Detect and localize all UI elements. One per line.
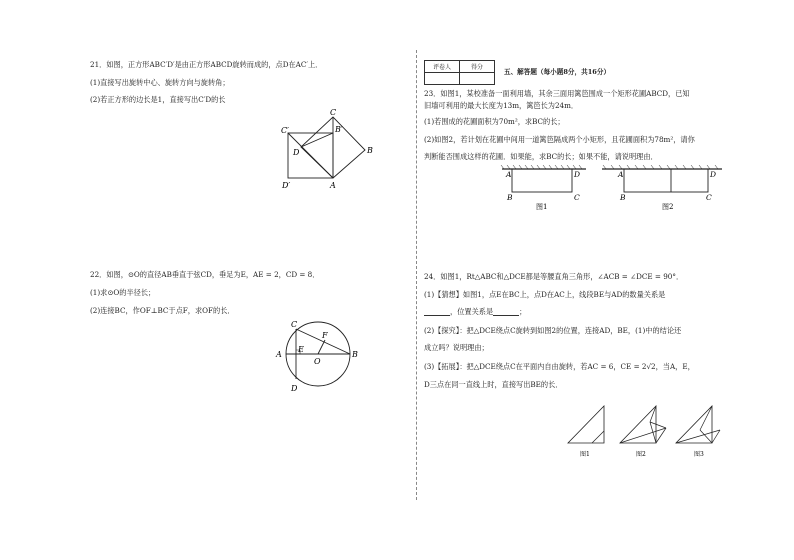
label-D: D [710,170,717,179]
q24-line2-cont [424,307,526,316]
fig1-caption: 图1 [580,451,590,458]
q24-line6: D三点在同一直线上时，直接写出BE的长． [424,380,563,389]
answer-blank-1[interactable] [424,308,450,316]
q24-figures [560,398,726,462]
label-D: D [291,384,298,393]
q24-line5: (3)【拓展】：把△DCE绕点C在平面内自由旋转，若AC = 6，CE = 2√2，当A，E， [424,362,695,371]
fig2-caption: 图2 [662,203,674,211]
label-A: A [330,181,336,190]
q22-line3: (2)连接BC，作OF⊥BC于点F，求OF的长． [90,306,235,315]
q21-line3: (2)若正方形的边长是1，直接写出C′D的长 [90,95,226,104]
column-divider [416,50,418,500]
fig1-caption: 图1 [536,203,548,211]
q23-line5: 判断能否围成这样的花圃．如果能，求BC的长；如果不能，请说明理由． [424,152,658,161]
label-C: C [706,193,712,202]
q23-line3: (1)若围成的花圃面积为70m²，求BC的长； [424,117,565,126]
label-C: C [574,193,580,202]
q23-line2: 旧墙可利用的最大长度为13m，篱笆长为24m． [424,101,579,110]
label-A: A [276,350,282,359]
q24-line2c: ； [519,307,527,316]
answer-blank-2[interactable] [493,308,519,316]
q23-line4: (2)如图2，若计划在花圃中间用一道篱笆隔成两个小矩形，且花圃面积为78m²，请你 [424,135,695,144]
label-B: B [352,350,358,359]
q23-figure-2 [598,162,726,212]
q21-square-figure [270,105,380,195]
label-B: B [507,193,513,202]
q24-line4: 成立吗？说明理由； [424,343,489,352]
label-B: B [620,193,626,202]
q24-line3: (2)【探究】：把△DCE绕点C旋转到如图2的位置，连接AD，BE，(1)中的结论还 [424,326,682,335]
label-D: D [574,170,581,179]
label-C: C [330,108,337,117]
label-A: A [618,170,624,179]
q22-line1: 22．如图，⊙O的直径AB垂直于弦CD，垂足为E，AE = 2，CD = 8． [90,270,320,279]
fig3-caption: 图3 [694,451,704,458]
score-table-grader: 评卷人 [425,61,460,73]
label-A: A [506,170,512,179]
section-heading: 五、解答题（每小题8分，共16分） [504,68,611,76]
label-O: O [314,357,321,366]
label-F: F [322,331,328,340]
label-B: B [367,146,373,155]
label-Cprime: C′ [281,126,289,135]
q23-figure-1 [498,162,590,212]
score-table [424,60,495,85]
q24-line2 [424,290,665,299]
score-table-score: 得分 [460,61,495,73]
q23-line1: 23．如图1，某校准备一面利用墙，其余三面用篱笆围成一个矩形花圃ABCD，已知 [424,89,690,98]
q22-circle-figure [270,316,365,396]
label-D: D [293,148,300,157]
q24-line1: 24．如图1，Rt△ABC和△DCE都是等腰直角三角形，∠ACB = ∠DCE = 90°． [424,272,684,281]
score-table-blank-1 [425,73,460,85]
q21-line1: 21．如图，正方形ABC′D′是由正方形ABCD旋转而成的，点D在AC′上． [90,60,323,69]
q24-line2b: ，位置关系是 [450,307,494,316]
fig2-caption: 图2 [636,451,646,458]
label-C: C [291,320,298,329]
q21-line2: (1)直接写出旋转中心、旋转方向与旋转角； [90,78,230,87]
score-table-blank-2 [460,73,495,85]
label-Dprime: D′ [282,181,291,190]
q22-line2: (1)求⊙O的半径长； [90,288,156,297]
q24-line2a: (1)【猜想】如图1，点E在BC上，点D在AC上，线段BE与AD的数量关系是 [424,290,666,299]
label-Bprime: B′ [335,125,343,134]
label-E: E [298,345,304,354]
